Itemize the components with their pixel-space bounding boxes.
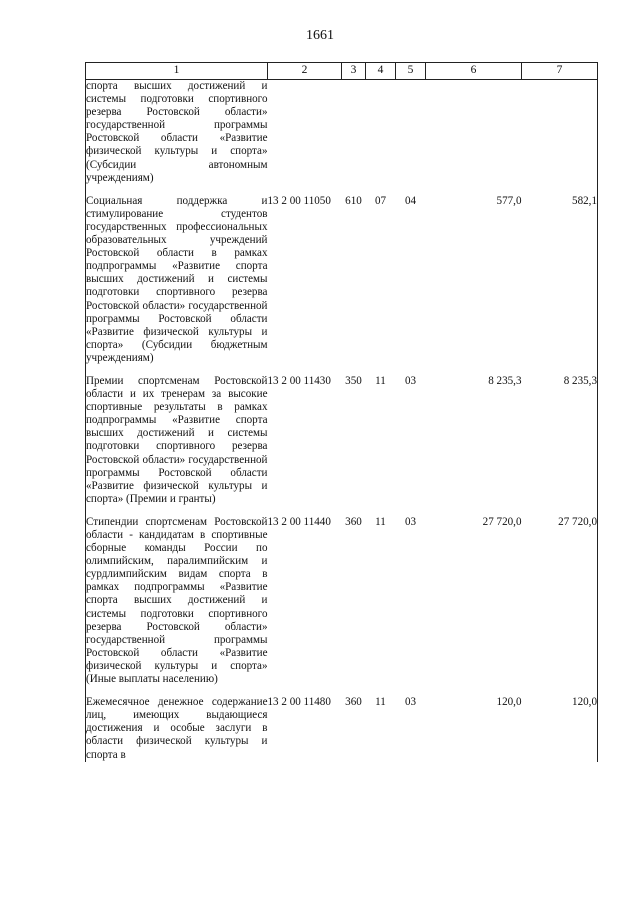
row-description: [86, 80, 268, 185]
row-description: [86, 506, 268, 686]
row-amount-2: 120,0: [522, 686, 598, 761]
row-description: [86, 686, 268, 761]
row-expense-type: 350: [345, 374, 362, 387]
table-row: [86, 686, 598, 761]
row-target-article: 13 2 00 11480: [267, 696, 331, 709]
row-section: 07: [374, 194, 387, 207]
row-section: [366, 80, 396, 185]
col-header-sum-2: 7: [522, 63, 598, 80]
row-target-article: 13 2 00 11430: [267, 374, 331, 387]
budget-table: [85, 62, 598, 762]
row-amount-1: 8 235,3: [488, 374, 522, 387]
col-header-rz: 4: [366, 63, 396, 80]
col-header-sum-1: 6: [426, 63, 522, 80]
row-amount-2: 27 720,0: [522, 506, 598, 686]
row-subsection: [396, 80, 426, 185]
row-amount-1: 27 720,0: [482, 515, 522, 528]
col-header-csr: 2: [268, 63, 342, 80]
col-header-vr: 3: [342, 63, 366, 80]
row-description: [86, 365, 268, 506]
row-subsection: 04: [404, 194, 417, 207]
row-amount-1: 120,0: [496, 696, 522, 709]
row-description: [86, 185, 268, 365]
row-amount-1: 577,0: [496, 194, 522, 207]
row-section: 11: [375, 374, 386, 387]
row-description-text: Премии спортсменам Ростовской области и их тренерам за высокие спортивные результаты в рамках подпрограммы «Развитие спорта высших достижений и системы подготовки спортивного резерва Ростовской области» государственной программы Ростовской области «Развитие физической культуры и спорта» (Премии и гранты): [86, 374, 268, 505]
table-row: [86, 185, 598, 365]
col-header-pr: 5: [396, 63, 426, 80]
row-amount-2: 8 235,3: [522, 365, 598, 506]
row-expense-type: 610: [345, 194, 362, 207]
table-header-row: [86, 63, 598, 80]
row-expense-type: [342, 80, 366, 185]
row-description-text: спорта высших достижений и системы подготовки спортивного резерва Ростовской области» государственной программы Ростовской области «Развитие физической культуры и спорта» (Субсидии автономным учреждениям): [86, 80, 268, 184]
table-row: [86, 80, 598, 185]
row-subsection: 03: [404, 374, 417, 387]
row-target-article: [268, 80, 342, 185]
row-amount-2: [522, 80, 598, 185]
row-section: 11: [375, 515, 386, 528]
row-target-article: 13 2 00 11440: [267, 515, 331, 528]
row-amount-1: [426, 80, 522, 185]
row-description-text: Стипендии спортсменам Ростовской области - кандидатам в спортивные сборные команды России по олимпийским, паралимпийским и сурдлимпийским видам спорта в рамках подпрограммы «Развитие спорта высших достижений и системы подготовки спортивного резерва Ростовской области» государственной программы Ростовской области «Развитие физической культуры и спорта» (Иные выплаты населению): [86, 515, 268, 686]
row-subsection: 03: [404, 696, 417, 709]
row-description-text: Ежемесячное денежное содержание лиц, имеющих выдающиеся достижения и особые заслуги в области физической культуры и спорта в: [86, 696, 268, 761]
page-number: 1661: [306, 28, 334, 43]
table-row: [86, 365, 598, 506]
row-subsection: 03: [404, 515, 417, 528]
row-expense-type: 360: [345, 515, 362, 528]
col-header-description: 1: [86, 63, 268, 80]
table-row: [86, 506, 598, 686]
row-description-text: Социальная поддержка и стимулирование студентов государственных профессиональных образовательных учреждений Ростовской области в рамках подпрограммы «Развитие спорта высших достижений и системы подготовки спортивного резерва Ростовской области» государственной программы Ростовской области «Развитие физической культуры и спорта» (Субсидии бюджетным учреждениям): [86, 194, 268, 364]
row-target-article: 13 2 00 11050: [267, 194, 331, 207]
row-amount-2: 582,1: [522, 185, 598, 365]
row-section: 11: [375, 696, 386, 709]
row-expense-type: 360: [345, 696, 362, 709]
